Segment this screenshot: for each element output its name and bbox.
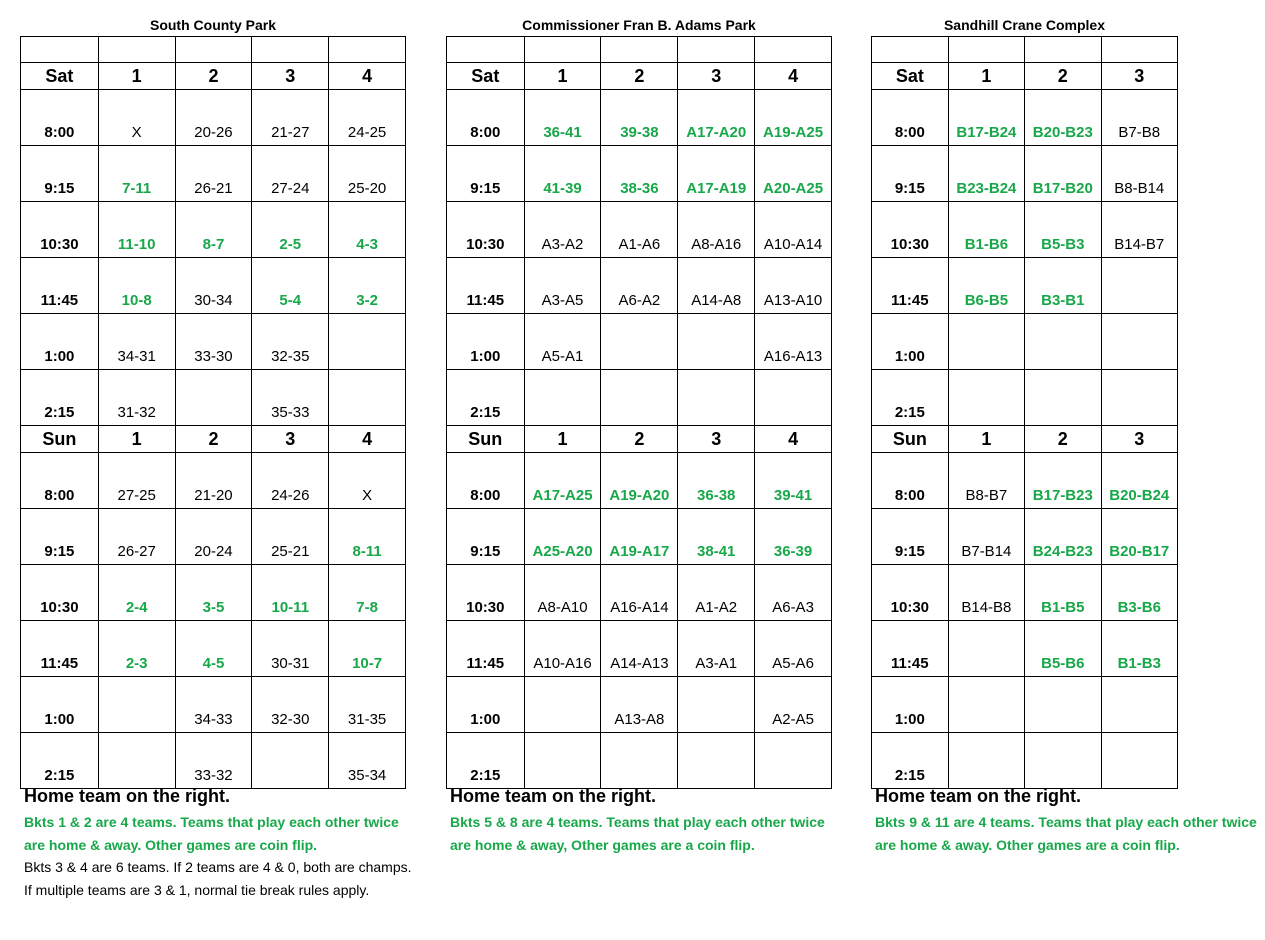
game-cell: 31-35 (329, 677, 406, 733)
game-cell: 10-11 (252, 565, 329, 621)
time-slot-row (447, 314, 832, 370)
game-cell: 4-3 (329, 202, 406, 258)
field-number: 3 (1101, 63, 1177, 90)
time-label: 9:15 (872, 146, 949, 202)
game-cell (1025, 314, 1101, 370)
time-label: 1:00 (21, 677, 99, 733)
time-label: 1:00 (447, 314, 525, 370)
blank-cell (447, 37, 525, 63)
game-cell: B20-B24 (1101, 453, 1177, 509)
blank-row (21, 37, 406, 63)
game-cell (175, 370, 252, 426)
game-cell (755, 733, 832, 789)
game-cell: 2-5 (252, 202, 329, 258)
day-label: Sat (872, 63, 949, 90)
sat-header-row (447, 63, 832, 90)
time-slot-row (21, 677, 406, 733)
field-number: 3 (252, 426, 329, 453)
field-number: 4 (755, 426, 832, 453)
park-title: Sandhill Crane Complex (943, 17, 1106, 33)
game-cell: A13-A10 (755, 258, 832, 314)
blank-cell (524, 37, 601, 63)
blank-row (447, 37, 832, 63)
sun-header-row (447, 426, 832, 453)
time-label: 9:15 (447, 146, 525, 202)
field-number: 1 (524, 63, 601, 90)
time-slot-row (872, 733, 1178, 789)
game-cell: A14-A13 (601, 621, 678, 677)
time-slot-row (21, 258, 406, 314)
time-slot-row (21, 733, 406, 789)
blank-row (872, 37, 1178, 63)
time-label: 2:15 (447, 733, 525, 789)
game-cell: B5-B3 (1025, 202, 1101, 258)
time-label: 2:15 (21, 370, 99, 426)
game-cell (98, 733, 175, 789)
field-number: 1 (524, 426, 601, 453)
day-label: Sun (447, 426, 525, 453)
time-label: 8:00 (447, 453, 525, 509)
game-cell: 32-35 (252, 314, 329, 370)
game-cell (601, 370, 678, 426)
game-cell: 32-30 (252, 677, 329, 733)
game-cell: B6-B5 (948, 258, 1024, 314)
time-label: 1:00 (872, 314, 949, 370)
field-number: 2 (1025, 426, 1101, 453)
game-cell (678, 733, 755, 789)
notes (450, 786, 840, 856)
time-slot-row (872, 509, 1178, 565)
game-cell: 10-8 (98, 258, 175, 314)
time-label: 10:30 (447, 565, 525, 621)
time-label: 8:00 (872, 453, 949, 509)
game-cell (524, 733, 601, 789)
time-slot-row (21, 565, 406, 621)
blank-cell (948, 37, 1024, 63)
field-number: 4 (329, 426, 406, 453)
time-slot-row (872, 565, 1178, 621)
time-slot-row (872, 621, 1178, 677)
time-slot-row (447, 565, 832, 621)
sat-header-row (872, 63, 1178, 90)
field-number: 2 (1025, 63, 1101, 90)
schedule-table (871, 36, 1178, 789)
schedule-table (20, 36, 406, 789)
game-cell: 21-20 (175, 453, 252, 509)
time-slot-row (447, 453, 832, 509)
game-cell: A8-A16 (678, 202, 755, 258)
game-cell: A3-A1 (678, 621, 755, 677)
schedule-table (446, 36, 832, 789)
game-cell: A10-A16 (524, 621, 601, 677)
time-label: 9:15 (21, 146, 99, 202)
time-slot-row (447, 370, 832, 426)
blank-cell (872, 37, 949, 63)
game-cell (524, 370, 601, 426)
time-label: 1:00 (447, 677, 525, 733)
game-cell: 3-2 (329, 258, 406, 314)
field-number: 2 (175, 63, 252, 90)
notes (24, 786, 414, 901)
bracket-note: Bkts 1 & 2 are 4 teams. Teams that play each other twice are home & away. Other games are coin flip. (24, 814, 399, 853)
time-label: 11:45 (872, 621, 949, 677)
game-cell: 2-3 (98, 621, 175, 677)
game-cell: 21-27 (252, 90, 329, 146)
game-cell: B24-B23 (1025, 509, 1101, 565)
field-number: 2 (601, 63, 678, 90)
game-cell (1101, 314, 1177, 370)
game-cell: A3-A2 (524, 202, 601, 258)
game-cell (601, 733, 678, 789)
game-cell: A16-A13 (755, 314, 832, 370)
field-number: 2 (175, 426, 252, 453)
game-cell: A3-A5 (524, 258, 601, 314)
game-cell: X (98, 90, 175, 146)
time-slot-row (21, 370, 406, 426)
game-cell (329, 370, 406, 426)
game-cell: 33-30 (175, 314, 252, 370)
game-cell: 24-25 (329, 90, 406, 146)
game-cell: 36-39 (755, 509, 832, 565)
game-cell: A17-A20 (678, 90, 755, 146)
time-label: 11:45 (447, 258, 525, 314)
game-cell: 26-27 (98, 509, 175, 565)
time-label: 11:45 (872, 258, 949, 314)
game-cell: X (329, 453, 406, 509)
game-cell: 30-34 (175, 258, 252, 314)
field-number: 3 (678, 63, 755, 90)
game-cell: A6-A3 (755, 565, 832, 621)
game-cell: B1-B3 (1101, 621, 1177, 677)
blank-cell (329, 37, 406, 63)
field-number: 4 (329, 63, 406, 90)
field-number: 1 (98, 426, 175, 453)
time-label: 10:30 (872, 565, 949, 621)
game-cell: B1-B5 (1025, 565, 1101, 621)
bracket-note: Bkts 9 & 11 are 4 teams. Teams that play each other twice are home & away. Other games are a coin flip. (875, 814, 1257, 853)
time-slot-row (21, 146, 406, 202)
time-label: 2:15 (872, 370, 949, 426)
time-slot-row (447, 509, 832, 565)
game-cell: A1-A2 (678, 565, 755, 621)
game-cell: 2-4 (98, 565, 175, 621)
bracket-note: Bkts 3 & 4 are 6 teams. If 2 teams are 4 & 0, both are champs. If multiple teams are 3 & 1, normal tie break rules apply. (24, 859, 412, 898)
home-team-note: Home team on the right. (450, 786, 657, 806)
time-slot-row (447, 677, 832, 733)
game-cell: B17-B24 (948, 90, 1024, 146)
bracket-note: Bkts 5 & 8 are 4 teams. Teams that play each other twice are home & away, Other games are a coin flip. (450, 814, 825, 853)
game-cell: 34-31 (98, 314, 175, 370)
day-label: Sun (21, 426, 99, 453)
game-cell (98, 677, 175, 733)
time-label: 9:15 (21, 509, 99, 565)
game-cell: A8-A10 (524, 565, 601, 621)
game-cell (329, 314, 406, 370)
game-cell: 25-20 (329, 146, 406, 202)
field-number: 3 (1101, 426, 1177, 453)
game-cell: B17-B20 (1025, 146, 1101, 202)
time-slot-row (447, 90, 832, 146)
game-cell: B20-B23 (1025, 90, 1101, 146)
game-cell: 36-38 (678, 453, 755, 509)
game-cell: 31-32 (98, 370, 175, 426)
game-cell (948, 314, 1024, 370)
time-slot-row (447, 621, 832, 677)
game-cell: A25-A20 (524, 509, 601, 565)
game-cell: A1-A6 (601, 202, 678, 258)
time-label: 9:15 (447, 509, 525, 565)
field-number: 3 (252, 63, 329, 90)
game-cell: B8-B7 (948, 453, 1024, 509)
time-label: 11:45 (21, 258, 99, 314)
game-cell: B1-B6 (948, 202, 1024, 258)
time-slot-row (872, 146, 1178, 202)
game-cell (948, 733, 1024, 789)
field-number: 2 (601, 426, 678, 453)
game-cell: B7-B14 (948, 509, 1024, 565)
game-cell (1025, 733, 1101, 789)
time-label: 10:30 (447, 202, 525, 258)
game-cell: 20-24 (175, 509, 252, 565)
game-cell (678, 370, 755, 426)
park-title: South County Park (149, 17, 276, 33)
game-cell: 33-32 (175, 733, 252, 789)
game-cell: A19-A17 (601, 509, 678, 565)
time-slot-row (21, 509, 406, 565)
time-label: 1:00 (21, 314, 99, 370)
game-cell: 35-33 (252, 370, 329, 426)
game-cell (601, 314, 678, 370)
game-cell (252, 733, 329, 789)
game-cell (1101, 258, 1177, 314)
game-cell: B5-B6 (1025, 621, 1101, 677)
game-cell (1101, 733, 1177, 789)
game-cell: 8-11 (329, 509, 406, 565)
game-cell: 7-8 (329, 565, 406, 621)
game-cell: B14-B7 (1101, 202, 1177, 258)
game-cell: 10-7 (329, 621, 406, 677)
blank-cell (601, 37, 678, 63)
sun-header-row (872, 426, 1178, 453)
game-cell: A6-A2 (601, 258, 678, 314)
game-cell: B7-B8 (1101, 90, 1177, 146)
game-cell: B23-B24 (948, 146, 1024, 202)
game-cell: A5-A6 (755, 621, 832, 677)
time-slot-row (872, 314, 1178, 370)
game-cell: A13-A8 (601, 677, 678, 733)
field-number: 4 (755, 63, 832, 90)
time-label: 8:00 (21, 453, 99, 509)
game-cell: A10-A14 (755, 202, 832, 258)
game-cell: 30-31 (252, 621, 329, 677)
game-cell: B3-B1 (1025, 258, 1101, 314)
field-number: 3 (678, 426, 755, 453)
time-slot-row (21, 90, 406, 146)
day-label: Sun (872, 426, 949, 453)
time-label: 2:15 (447, 370, 525, 426)
game-cell: A2-A5 (755, 677, 832, 733)
sat-header-row (21, 63, 406, 90)
game-cell: 24-26 (252, 453, 329, 509)
game-cell (948, 621, 1024, 677)
time-slot-row (447, 146, 832, 202)
game-cell: 25-21 (252, 509, 329, 565)
blank-cell (678, 37, 755, 63)
game-cell: 27-25 (98, 453, 175, 509)
time-slot-row (447, 258, 832, 314)
game-cell: 4-5 (175, 621, 252, 677)
day-label: Sat (447, 63, 525, 90)
time-slot-row (872, 453, 1178, 509)
game-cell: 35-34 (329, 733, 406, 789)
game-cell: 7-11 (98, 146, 175, 202)
game-cell: A20-A25 (755, 146, 832, 202)
time-label: 10:30 (872, 202, 949, 258)
game-cell: 3-5 (175, 565, 252, 621)
game-cell: 5-4 (252, 258, 329, 314)
game-cell (1025, 370, 1101, 426)
game-cell (1025, 677, 1101, 733)
game-cell: 11-10 (98, 202, 175, 258)
time-slot-row (872, 677, 1178, 733)
time-slot-row (447, 733, 832, 789)
game-cell (948, 370, 1024, 426)
park-title: Commissioner Fran B. Adams Park (522, 17, 756, 33)
time-label: 9:15 (872, 509, 949, 565)
game-cell: 8-7 (175, 202, 252, 258)
time-slot-row (872, 370, 1178, 426)
time-slot-row (872, 202, 1178, 258)
field-number: 1 (948, 426, 1024, 453)
time-label: 1:00 (872, 677, 949, 733)
game-cell (678, 314, 755, 370)
game-cell (1101, 370, 1177, 426)
game-cell: B14-B8 (948, 565, 1024, 621)
game-cell: A17-A19 (678, 146, 755, 202)
blank-cell (175, 37, 252, 63)
time-label: 10:30 (21, 202, 99, 258)
game-cell: B3-B6 (1101, 565, 1177, 621)
game-cell (755, 370, 832, 426)
time-slot-row (872, 258, 1178, 314)
home-team-note: Home team on the right. (875, 786, 1082, 806)
day-label: Sat (21, 63, 99, 90)
blank-cell (755, 37, 832, 63)
game-cell: 20-26 (175, 90, 252, 146)
game-cell: 41-39 (524, 146, 601, 202)
time-slot-row (21, 202, 406, 258)
game-cell: A5-A1 (524, 314, 601, 370)
blank-cell (1025, 37, 1101, 63)
game-cell: A14-A8 (678, 258, 755, 314)
time-label: 10:30 (21, 565, 99, 621)
blank-cell (98, 37, 175, 63)
game-cell: 38-41 (678, 509, 755, 565)
time-slot-row (21, 621, 406, 677)
blank-cell (252, 37, 329, 63)
game-cell (948, 677, 1024, 733)
time-label: 2:15 (872, 733, 949, 789)
time-slot-row (872, 90, 1178, 146)
game-cell: 34-33 (175, 677, 252, 733)
game-cell (678, 677, 755, 733)
game-cell (1101, 677, 1177, 733)
game-cell: A17-A25 (524, 453, 601, 509)
time-slot-row (21, 314, 406, 370)
game-cell: A19-A20 (601, 453, 678, 509)
game-cell: 39-38 (601, 90, 678, 146)
game-cell: 36-41 (524, 90, 601, 146)
game-cell: B20-B17 (1101, 509, 1177, 565)
time-label: 8:00 (447, 90, 525, 146)
game-cell: B8-B14 (1101, 146, 1177, 202)
time-slot-row (447, 202, 832, 258)
blank-cell (21, 37, 99, 63)
game-cell: 39-41 (755, 453, 832, 509)
time-label: 2:15 (21, 733, 99, 789)
time-label: 11:45 (447, 621, 525, 677)
game-cell: 26-21 (175, 146, 252, 202)
time-label: 8:00 (21, 90, 99, 146)
game-cell: 38-36 (601, 146, 678, 202)
game-cell: B17-B23 (1025, 453, 1101, 509)
time-label: 8:00 (872, 90, 949, 146)
game-cell: 27-24 (252, 146, 329, 202)
sun-header-row (21, 426, 406, 453)
game-cell: A16-A14 (601, 565, 678, 621)
field-number: 1 (948, 63, 1024, 90)
game-cell: A19-A25 (755, 90, 832, 146)
field-number: 1 (98, 63, 175, 90)
notes (875, 786, 1265, 856)
game-cell (524, 677, 601, 733)
time-slot-row (21, 453, 406, 509)
blank-cell (1101, 37, 1177, 63)
time-label: 11:45 (21, 621, 99, 677)
home-team-note: Home team on the right. (24, 786, 231, 806)
